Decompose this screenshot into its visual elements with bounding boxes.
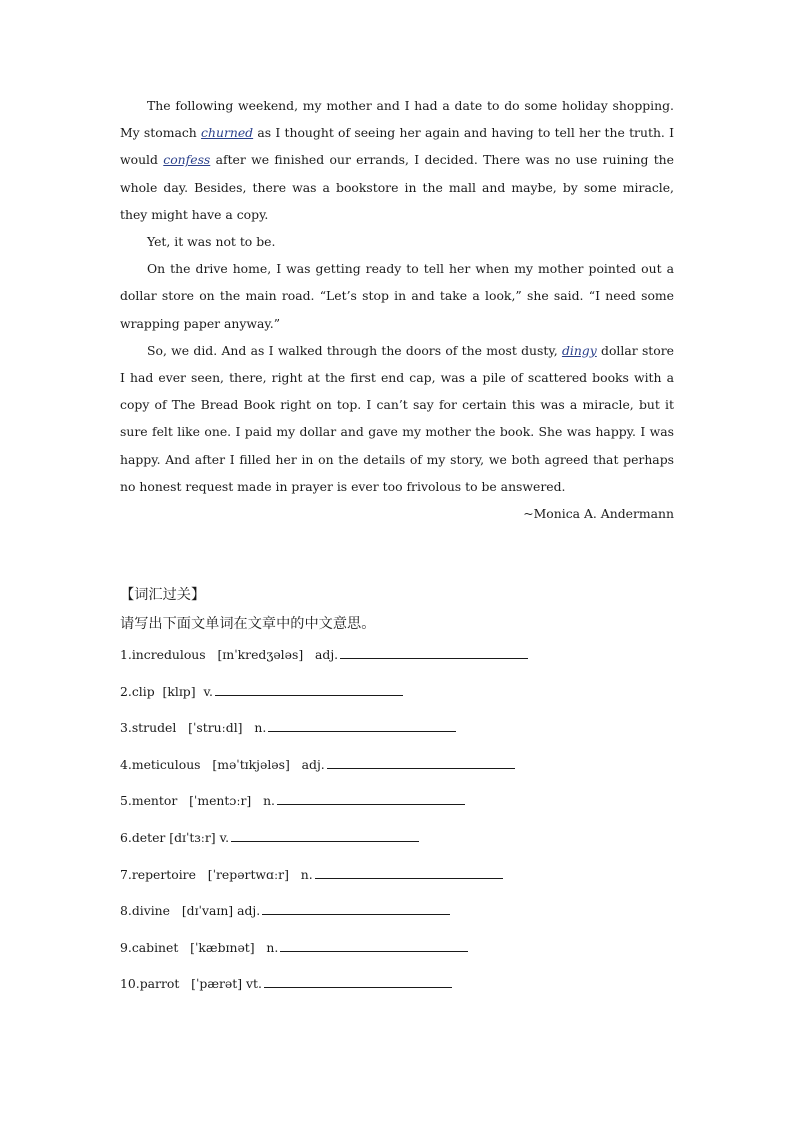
item-pos: v. xyxy=(219,829,230,845)
item-word: clip xyxy=(131,683,155,699)
item-phonetic: [klɪp] xyxy=(162,683,196,699)
vocab-list xyxy=(120,643,680,1009)
item-word: incredulous xyxy=(131,647,206,662)
item-pos: n. xyxy=(266,939,279,955)
item-pos: n. xyxy=(263,793,275,809)
item-pos: n. xyxy=(300,866,313,882)
item-number: 2. xyxy=(120,683,132,699)
answer-blank[interactable] xyxy=(215,681,403,696)
vocab-instruction: 请写出下面文单词在文章中的中文意思。 xyxy=(120,616,376,632)
item-phonetic: [ɪnˈkredʒələs] xyxy=(217,647,304,662)
item-number: 4. xyxy=(120,756,132,772)
vocab-item xyxy=(120,936,680,973)
item-pos: v. xyxy=(203,683,213,699)
item-number: 9. xyxy=(120,939,132,955)
passage xyxy=(120,92,674,527)
item-word: parrot xyxy=(139,976,180,992)
highlighted-word: churned xyxy=(201,125,254,141)
item-pos: n. xyxy=(254,720,267,736)
answer-blank[interactable] xyxy=(280,937,468,952)
vocab-item xyxy=(120,826,680,863)
vocab-item xyxy=(120,863,680,900)
item-phonetic: [dɪˈtɜːr] xyxy=(169,829,216,845)
highlighted-word: dingy xyxy=(561,342,597,358)
item-number: 10. xyxy=(120,976,140,992)
author-signature: ~Monica A. Andermann xyxy=(523,506,674,522)
answer-blank[interactable] xyxy=(231,827,419,842)
vocab-item xyxy=(120,972,680,1009)
answer-blank[interactable] xyxy=(268,717,456,732)
vocab-item xyxy=(120,716,680,753)
answer-blank[interactable] xyxy=(277,790,465,805)
item-phonetic: [məˈtɪkjələs] xyxy=(212,756,290,772)
item-phonetic: [ˈrepərtwɑːr] xyxy=(207,866,289,882)
vocab-item xyxy=(120,789,680,826)
vocab-item xyxy=(120,753,680,790)
highlighted-word: confess xyxy=(163,152,211,168)
item-word: cabinet xyxy=(131,939,179,955)
item-word: repertoire xyxy=(131,866,196,882)
paragraph-1: The following weekend, my mother and I had a date to do some holiday shopping. My stomach churned as I thought of seeing her again and having to tell her the truth. I would confess after we finished our errands, I decided. There was no use ruining the whole day. Besides, there was a bookstore in the mall and maybe, by some miracle, they might have a copy. xyxy=(120,98,675,222)
item-word: strudel xyxy=(131,720,177,736)
vocab-item xyxy=(120,680,680,717)
item-phonetic: [dɪˈvaɪn] xyxy=(181,903,234,919)
item-word: deter xyxy=(131,829,166,845)
item-number: 6. xyxy=(120,829,132,845)
item-pos: vt. xyxy=(246,976,262,992)
item-number: 5. xyxy=(120,793,132,809)
answer-blank[interactable] xyxy=(262,900,450,915)
item-number: 1. xyxy=(120,647,132,662)
vocab-item xyxy=(120,899,680,936)
item-pos: adj. xyxy=(301,756,325,772)
paragraph-4: So, we did. And as I walked through the doors of the most dusty, dingy dollar store I had ever seen, there, right at the first end cap, was a pile of scattered books with a copy of The Bread Book right on top. I can’t say for certain this was a miracle, but it sure felt like one. I paid my dollar and gave my mother the book. She was happy. I was happy. And after I filled her in on the details of my story, we both agreed that perhaps no honest request made in prayer is ever too frivolous to be answered. xyxy=(120,342,675,494)
item-phonetic: [ˈstruːdl] xyxy=(188,720,243,736)
item-word: divine xyxy=(131,903,170,919)
answer-blank[interactable] xyxy=(340,644,528,659)
item-phonetic: [ˈpærət] xyxy=(191,976,243,992)
item-word: meticulous xyxy=(131,756,201,772)
answer-blank[interactable] xyxy=(264,973,452,988)
item-pos: adj. xyxy=(315,647,339,662)
item-phonetic: [ˈkæbɪnət] xyxy=(190,939,255,955)
item-pos: adj. xyxy=(237,903,261,919)
item-phonetic: [ˈmentɔːr] xyxy=(189,793,252,809)
paragraph-2: Yet, it was not to be. xyxy=(147,234,276,250)
paragraph-3: On the drive home, I was getting ready to tell her when my mother pointed out a dollar store on the main road. “Let’s stop in and take a look,” she said. “I need some wrapping paper anyway.” xyxy=(120,261,674,331)
item-number: 7. xyxy=(120,866,132,882)
answer-blank[interactable] xyxy=(315,864,503,879)
vocab-section-title: 【词汇过关】 xyxy=(120,587,206,603)
item-word: mentor xyxy=(131,793,178,809)
answer-blank[interactable] xyxy=(327,754,515,769)
vocab-item xyxy=(120,643,680,680)
item-number: 8. xyxy=(120,903,132,919)
item-number: 3. xyxy=(120,720,132,736)
